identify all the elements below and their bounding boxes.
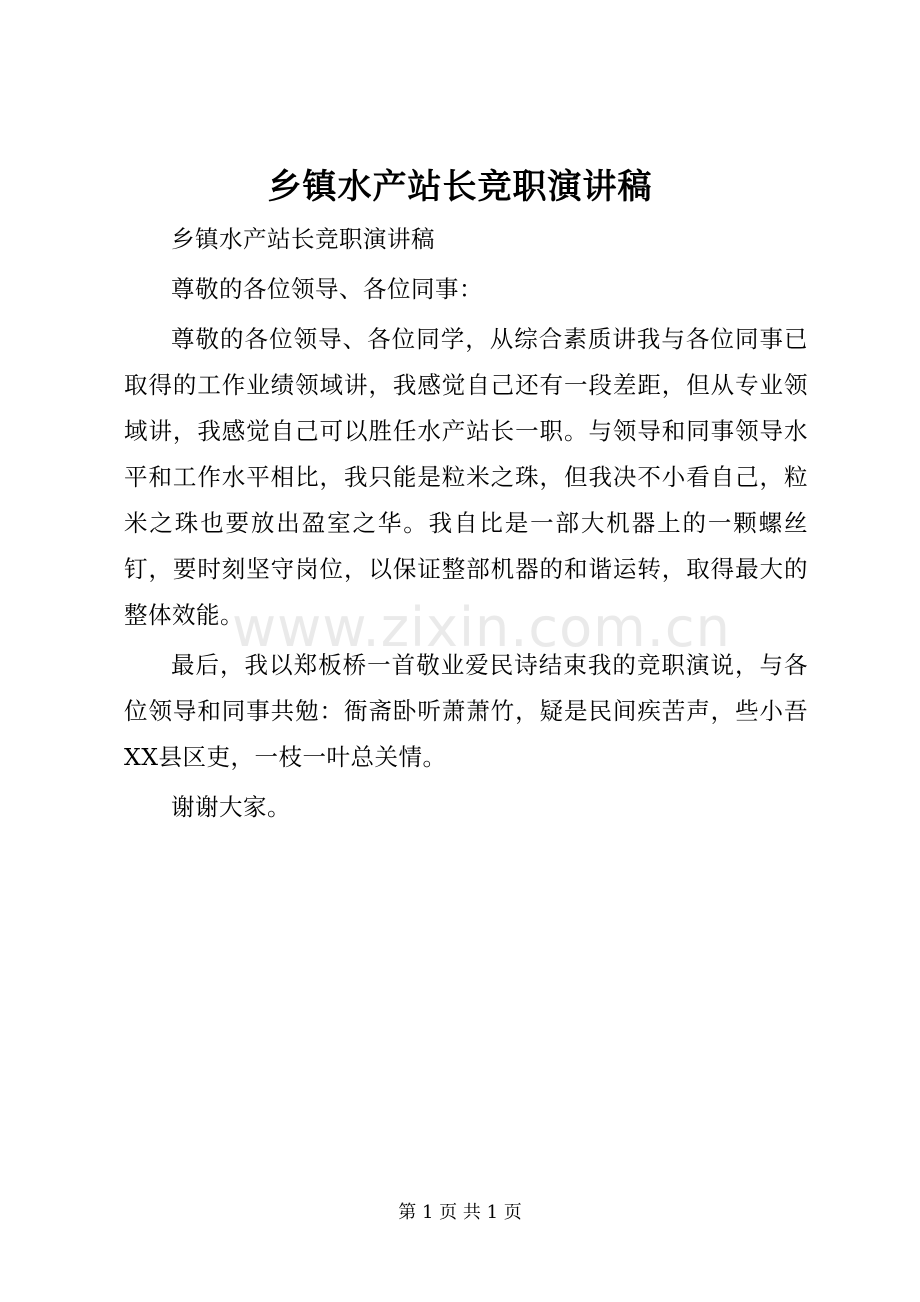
watermark: www.zixin.com.cn <box>232 596 731 659</box>
body-paragraph: 尊敬的各位领导、各位同学，从综合素质讲我与各位同事已取得的工作业绩领域讲，我感觉自己还有一段差距，但从专业领域讲，我感觉自己可以胜任水产站长一职。与领导和同事领导水平和工作水平相比，我只能是粒米之珠，但我决不小看自己，粒米之珠也要放出盈室之华。我自比是一部大机器上的一颗螺丝钉，要时刻坚守岗位，以保证整部机器的和谐运转，取得最大的整体效能。 <box>124 325 808 629</box>
body-paragraph: 谢谢大家。 <box>171 793 291 821</box>
document-body <box>124 216 808 834</box>
body-paragraph: 尊敬的各位领导、各位同事： <box>171 275 483 303</box>
body-paragraph: 乡镇水产站长竞职演讲稿 <box>171 225 435 253</box>
body-paragraph: 最后，我以郑板桥一首敬业爱民诗结束我的竞职演说，与各位领导和同事共勉：衙斋卧听萧萧竹，疑是民间疾苦声，些小吾XX县区吏，一枝一叶总关情。 <box>124 651 808 771</box>
page-footer: 第 1 页 共 1 页 <box>398 1202 522 1223</box>
document-title: 乡镇水产站长竞职演讲稿 <box>267 167 653 207</box>
